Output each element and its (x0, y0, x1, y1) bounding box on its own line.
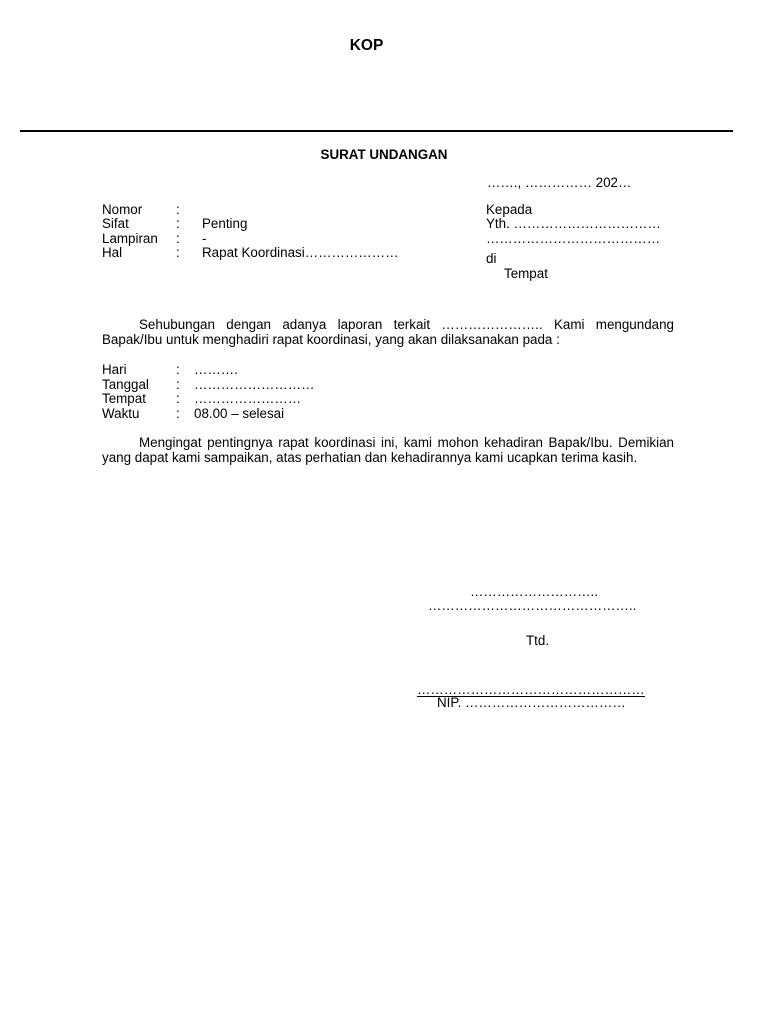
recipient-block (486, 202, 661, 280)
agenda-row-tempat (102, 391, 315, 406)
agenda-label: Tempat (102, 391, 146, 407)
recipient-tempat: Tempat (504, 265, 548, 281)
recipient-kepada: Kepada (486, 202, 533, 217)
meta-label: Hal (102, 245, 123, 261)
meta-row-lampiran (102, 231, 398, 245)
agenda-value: ………. (194, 362, 238, 377)
signature-position-line: ……………………………………….. (428, 598, 637, 613)
meta-colon: : (176, 230, 180, 246)
meta-row-nomor (102, 202, 398, 216)
agenda-value: ……………………… (194, 376, 315, 392)
body-paragraph-intro: Sehubungan dengan adanya laporan terkait ………………….. Kami mengundang Bapak/Ibu untuk menghadiri rapat koordinasi, yang akan dilaksanakan pada : (102, 317, 674, 347)
meta-colon: : (176, 216, 180, 232)
agenda-value: …………………… (194, 391, 302, 407)
agenda-colon: : (176, 391, 180, 407)
meta-label: Nomor (102, 202, 143, 217)
recipient-di: di (486, 251, 497, 267)
body-paragraph-closing: Mengingat pentingnya rapat koordinasi ini, kami mohon kehadiran Bapak/Ibu. Demikian yang dapat kami sampaikan, atas perhatian dan kehadirannya kami ucapkan terima kasih. (102, 435, 674, 465)
agenda-row-waktu (102, 406, 315, 421)
agenda-details (102, 362, 315, 420)
agenda-label: Hari (102, 362, 127, 377)
agenda-colon: : (176, 405, 180, 421)
meta-row-sifat (102, 216, 398, 230)
agenda-row-tanggal (102, 377, 315, 392)
signature-place-line: ……………………….. (470, 584, 598, 599)
meta-label: Sifat (102, 216, 129, 232)
signer-name: …………………………………………… (417, 682, 645, 697)
agenda-colon: : (176, 376, 180, 392)
recipient-yth: Yth. …………………………… (486, 216, 661, 232)
meta-value: Penting (202, 216, 248, 232)
agenda-value: 08.00 – selesai (194, 405, 285, 421)
header-divider (20, 130, 733, 132)
meta-colon: : (176, 245, 180, 261)
meta-row-hal (102, 245, 398, 259)
agenda-colon: : (176, 362, 180, 377)
signer-nip: NIP. ……………………………… (437, 695, 626, 710)
agenda-label: Waktu (102, 405, 140, 421)
agenda-row-hari (102, 362, 315, 377)
meta-value: - (202, 230, 207, 246)
agenda-label: Tanggal (102, 376, 149, 392)
kop-heading: KOP (349, 37, 384, 54)
letter-date: ……., …………… 202… (487, 175, 632, 190)
meta-label: Lampiran (102, 230, 158, 246)
meta-colon: : (176, 202, 180, 217)
letter-meta (102, 202, 398, 260)
letter-title: SURAT UNDANGAN (320, 147, 448, 162)
recipient-line: ………………………………… (486, 230, 661, 246)
signature-ttd: Ttd. (526, 633, 550, 648)
meta-value: Rapat Koordinasi………………… (202, 245, 399, 261)
